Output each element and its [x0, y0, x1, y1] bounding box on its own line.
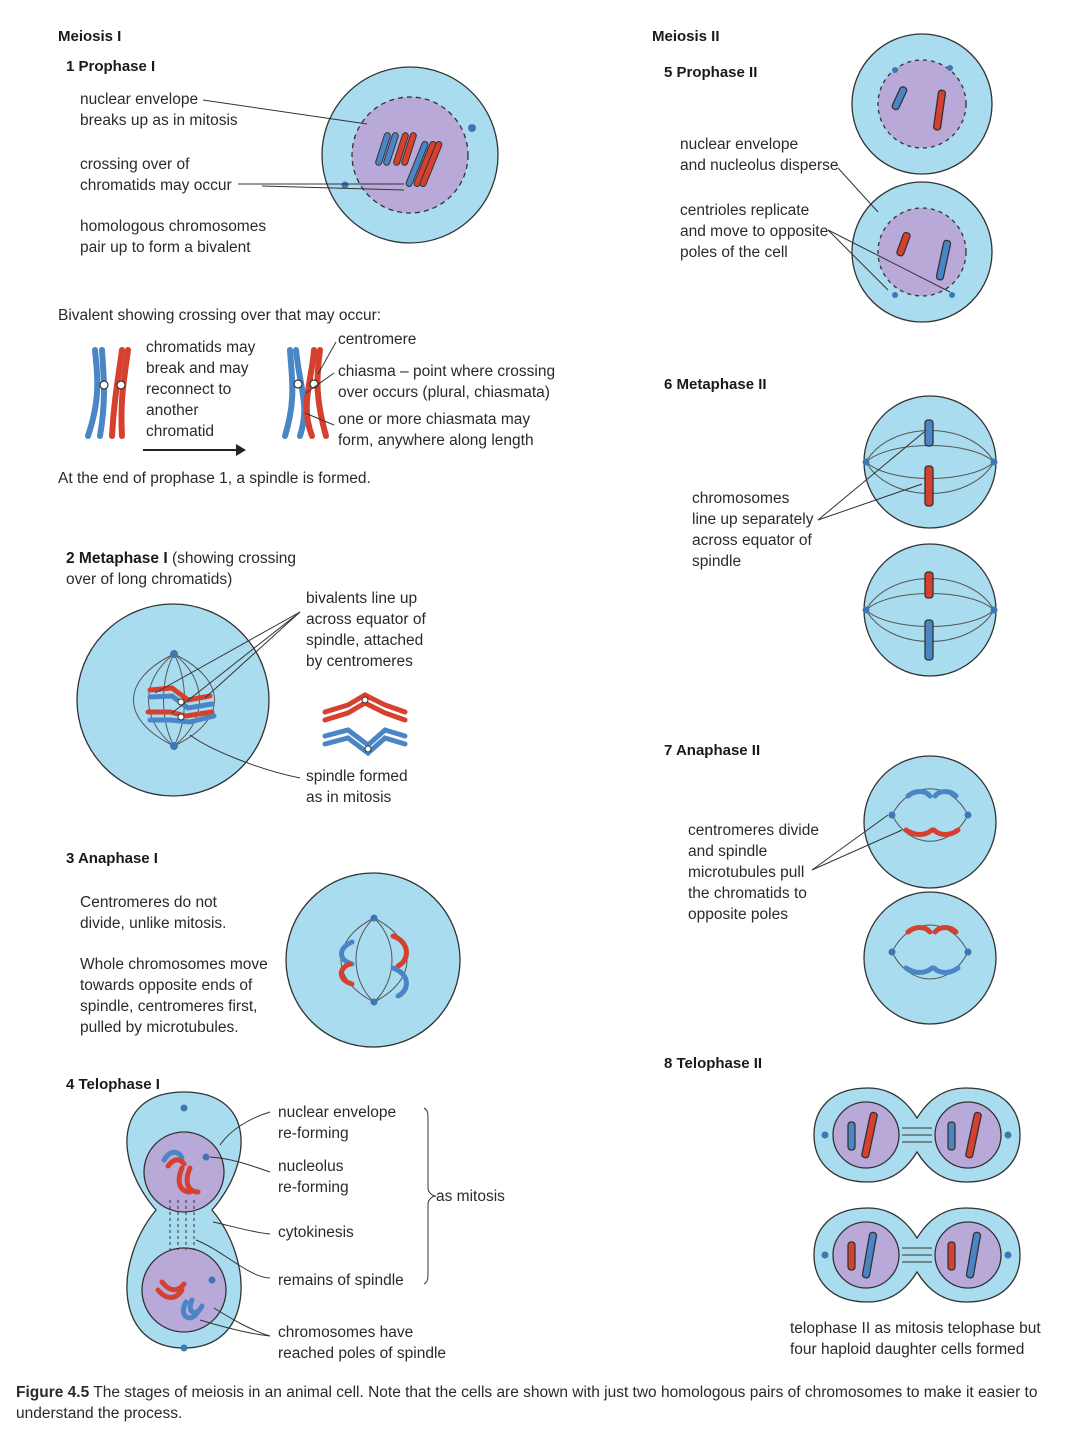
telophase2-haploid-label: telophase II as mitosis telophase but four haploid daughter cells formed	[790, 1320, 1041, 1358]
prophase1-cell	[322, 67, 498, 243]
metaphase1-heading	[66, 548, 296, 590]
anaphase1-whole-label: Whole chromosomes move towards opposite ends of spindle, centromeres first, pulled by microtubules.	[80, 956, 268, 1036]
metaphase2-line-up-label: chromosomes line up separately across equator of spindle	[692, 490, 814, 570]
bivalent-centromere-label: centromere	[338, 331, 417, 348]
prophase2-envelope-label: nuclear envelope and nucleolus disperse	[680, 136, 839, 174]
meiosis1-title: Meiosis I	[58, 28, 122, 45]
metaphase2-cell-top	[863, 396, 998, 528]
telophase1-spindle-label: remains of spindle	[278, 1272, 404, 1289]
bivalent-arrow	[143, 444, 246, 456]
metaphase1-spindle-label: spindle formed as in mitosis	[306, 768, 408, 806]
telophase2-heading: 8 Telophase II	[664, 1055, 763, 1072]
prophase1-envelope-label: nuclear envelope breaks up as in mitosis	[80, 91, 238, 129]
telophase1-poles-label: chromosomes have reached poles of spindle	[278, 1324, 447, 1362]
telophase1-as-mitosis-label: as mitosis	[436, 1188, 505, 1205]
anaphase2-cell-bottom	[864, 892, 996, 1024]
prophase2-cell-top	[852, 34, 992, 174]
metaphase1-cell	[77, 604, 269, 796]
metaphase1-heading-bold: 2 Metaphase I	[66, 550, 168, 567]
telophase1-cell	[127, 1092, 241, 1352]
telophase1-heading: 4 Telophase I	[66, 1076, 160, 1093]
bivalent-intro: Bivalent showing crossing over that may occur:	[58, 307, 382, 324]
anaphase1-heading: 3 Anaphase I	[66, 850, 158, 867]
prophase1-crossing-label: crossing over of chromatids may occur	[80, 156, 232, 194]
anaphase2-cell-top	[864, 756, 996, 888]
bivalent-chiasmata-label: one or more chiasmata may form, anywhere along length	[338, 411, 534, 449]
prophase1-heading: 1 Prophase I	[66, 58, 156, 75]
anaphase1-centromeres-label: Centromeres do not divide, unlike mitosis.	[80, 894, 227, 932]
meiosis2-title: Meiosis II	[652, 28, 720, 45]
metaphase1-heading-rest: (showing crossing over of long chromatids)	[66, 550, 297, 588]
metaphase2-cell-bottom	[863, 544, 998, 676]
prophase2-cell-bottom	[852, 182, 992, 322]
figure-caption-text: The stages of meiosis in an animal cell. Note that the cells are shown with just two homologous pairs of chromosomes to make it easier to understand the process.	[16, 1384, 1038, 1422]
prophase1-end-note: At the end of prophase 1, a spindle is formed.	[58, 470, 371, 487]
bivalent-before	[88, 350, 128, 436]
telophase1-nucleolus-label: nucleolus re-forming	[278, 1158, 349, 1196]
anaphase2-divide-label: centromeres divide and spindle microtubules pull the chromatids to opposite poles	[688, 822, 819, 923]
bivalent-chiasma-label: chiasma – point where crossing over occurs (plural, chiasmata)	[338, 363, 556, 401]
telophase1-cytokinesis-label: cytokinesis	[278, 1224, 354, 1241]
figure-label: Figure 4.5	[16, 1384, 90, 1401]
prophase2-centrioles-label: centrioles replicate and move to opposite poles of the cell	[680, 202, 829, 261]
anaphase2-heading: 7 Anaphase II	[664, 742, 761, 759]
bivalent-break-label: chromatids may break and may reconnect to another chromatid	[146, 339, 256, 440]
bivalent-after	[285, 350, 326, 436]
anaphase1-cell	[286, 873, 460, 1047]
metaphase2-heading: 6 Metaphase II	[664, 376, 767, 393]
prophase1-homologous-label: homologous chromosomes pair up to form a bivalent	[80, 218, 267, 256]
telophase2-cells-top	[814, 1088, 1020, 1182]
telophase1-envelope-label: nuclear envelope re-forming	[278, 1104, 397, 1142]
metaphase1-bivalent-detail	[325, 695, 405, 753]
telophase2-cells-bottom	[814, 1208, 1020, 1302]
figure-caption	[16, 1382, 1076, 1424]
prophase2-heading: 5 Prophase II	[664, 64, 758, 81]
metaphase1-bivalents-label: bivalents line up across equator of spindle, attached by centromeres	[306, 590, 426, 670]
